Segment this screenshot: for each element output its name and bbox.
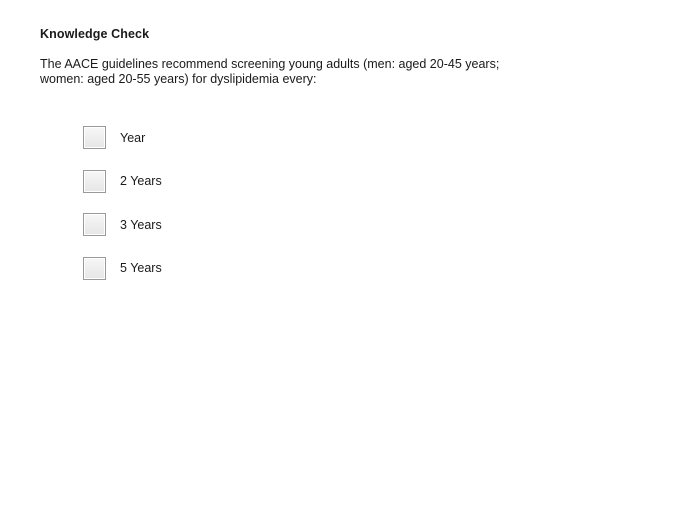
question-line-2: women: aged 20-55 years) for dyslipidemia every: <box>40 72 317 86</box>
option-3-years-checkbox[interactable] <box>83 213 106 236</box>
option-2-years-checkbox[interactable] <box>83 170 106 193</box>
option-year-label[interactable]: Year <box>120 130 146 145</box>
option-2-years-label[interactable]: 2 Years <box>120 174 162 188</box>
option-3-years[interactable] <box>83 212 162 237</box>
option-5-years[interactable] <box>83 256 162 281</box>
option-5-years-label[interactable]: 5 Years <box>120 261 162 275</box>
option-year[interactable] <box>83 125 162 150</box>
answer-options <box>83 125 162 299</box>
option-5-years-checkbox[interactable] <box>83 257 106 280</box>
question-line-1: The AACE guidelines recommend screening young adults (men: aged 20-45 years; <box>40 57 500 71</box>
option-2-years[interactable] <box>83 169 162 194</box>
option-3-years-label[interactable]: 3 Years <box>120 217 162 232</box>
option-year-checkbox[interactable] <box>83 126 106 149</box>
page-title: Knowledge Check <box>40 27 150 41</box>
question-text <box>40 57 520 87</box>
